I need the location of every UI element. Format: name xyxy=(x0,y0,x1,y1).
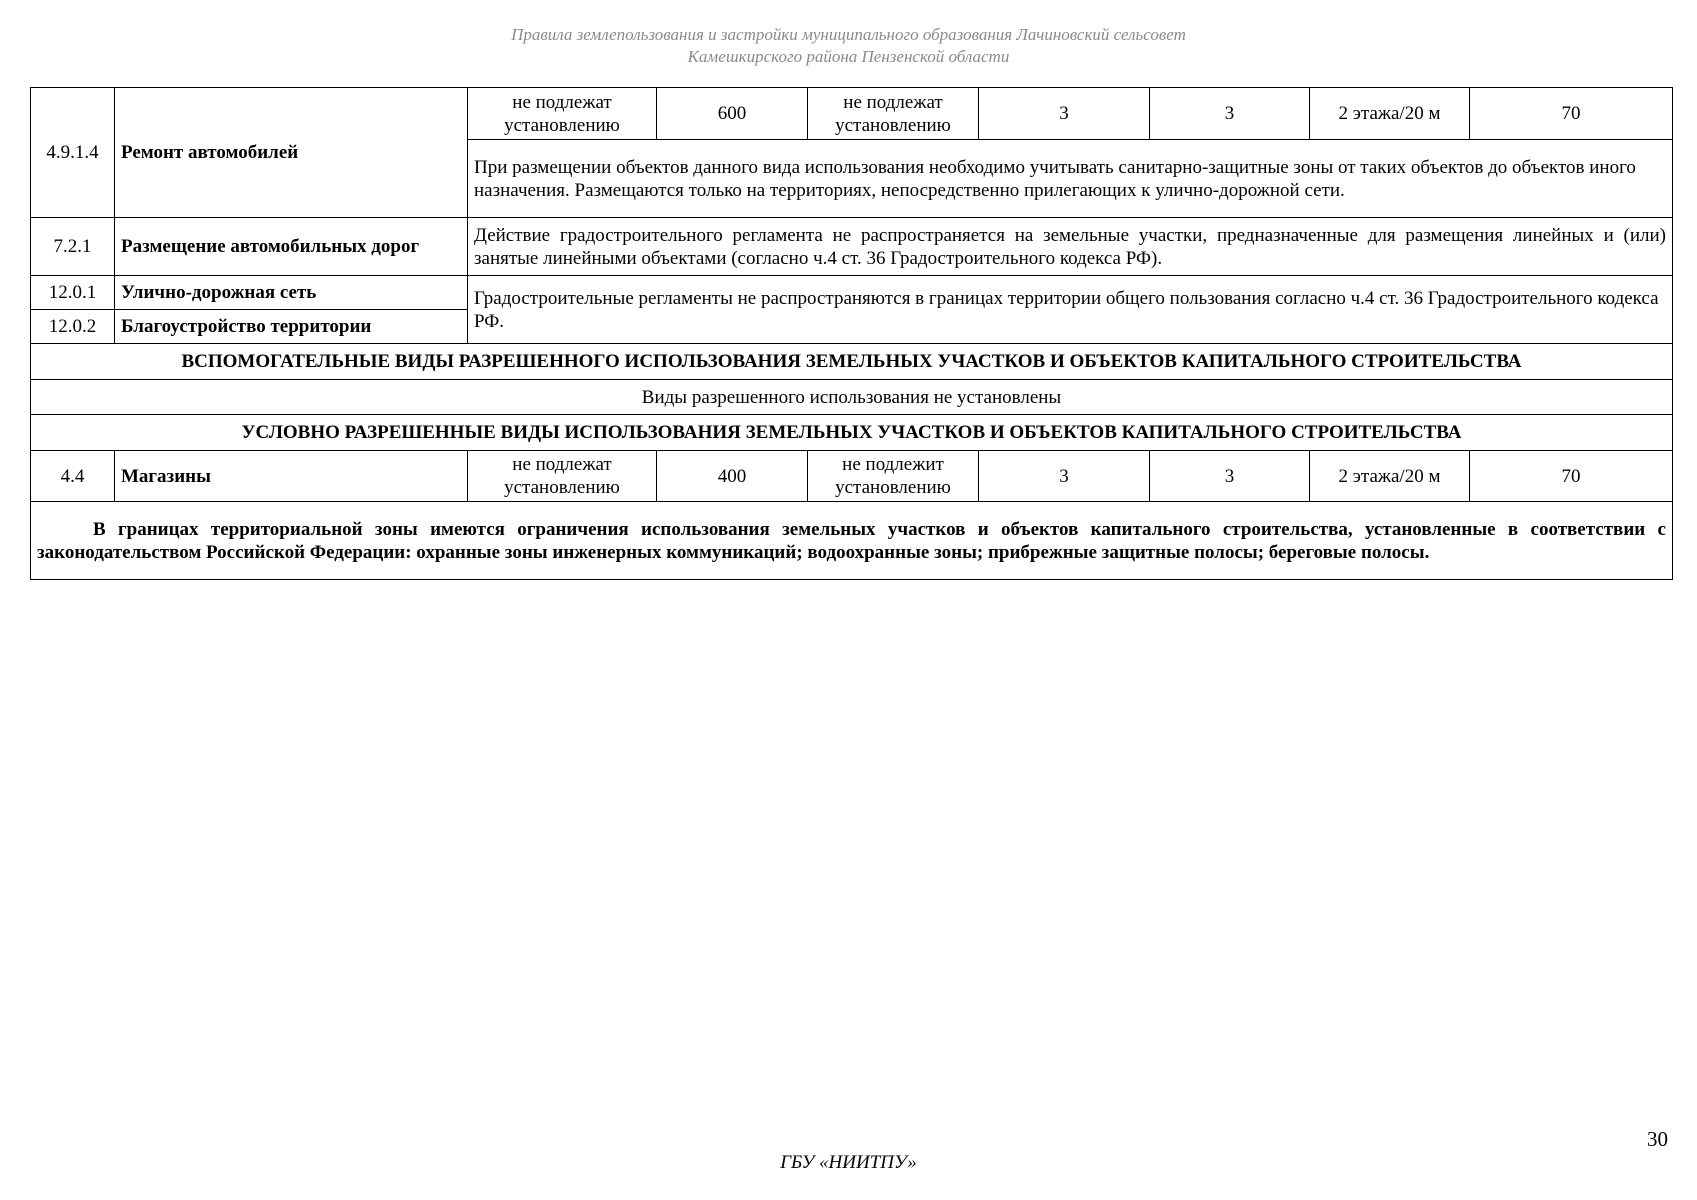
param-cell: не подлежат установлению xyxy=(808,88,979,140)
param-cell: не подлежит установлению xyxy=(808,451,979,502)
code-cell: 4.4 xyxy=(31,451,115,502)
use-name-cell: Благоустройство территории xyxy=(115,310,468,344)
table-row xyxy=(31,218,1673,276)
table-row xyxy=(31,88,1673,140)
section-title-auxiliary: ВСПОМОГАТЕЛЬНЫЕ ВИДЫ РАЗРЕШЕННОГО ИСПОЛЬЗОВАНИЯ ЗЕМЕЛЬНЫХ УЧАСТКОВ И ОБЪЕКТОВ КАПИТАЛЬНОГО СТРОИТЕЛЬСТВА xyxy=(31,344,1673,380)
param-cell: 3 xyxy=(979,451,1150,502)
restrictions-cell: В границах территориальной зоны имеются ограничения использования земельных участков и объектов капитального строительства, установленные в соответствии с законодательством Российской Федерации: охранные зоны инженерных коммуникаций; водоохранные зоны; прибрежные защитные полосы; береговые полосы. xyxy=(31,502,1673,580)
param-cell: не подлежат установлению xyxy=(468,88,657,140)
param-cell: 2 этажа/20 м xyxy=(1310,451,1470,502)
code-cell: 4.9.1.4 xyxy=(31,88,115,218)
code-cell: 7.2.1 xyxy=(31,218,115,276)
running-header-line2: Камешкирского района Пензенской области xyxy=(687,47,1010,66)
auxiliary-none-cell: Виды разрешенного использования не установлены xyxy=(31,380,1673,415)
use-name-cell: Магазины xyxy=(115,451,468,502)
code-cell: 12.0.1 xyxy=(31,276,115,310)
use-name-cell: Размещение автомобильных дорог xyxy=(115,218,468,276)
param-cell: 70 xyxy=(1470,451,1673,502)
param-cell: 2 этажа/20 м xyxy=(1310,88,1470,140)
use-name-cell: Ремонт автомобилей xyxy=(115,88,468,218)
running-header-line1: Правила землепользования и застройки муниципального образования Лачиновский сельсовет xyxy=(511,25,1186,44)
note-cell: При размещении объектов данного вида использования необходимо учитывать санитарно-защитные зоны от таких объектов до объектов иного назначения. Размещаются только на территориях, непосредственно прилегающих к улично-дорожной сети. xyxy=(468,140,1673,218)
section-title-conditional: УСЛОВНО РАЗРЕШЕННЫЕ ВИДЫ ИСПОЛЬЗОВАНИЯ ЗЕМЕЛЬНЫХ УЧАСТКОВ И ОБЪЕКТОВ КАПИТАЛЬНОГО СТРОИТЕЛЬСТВА xyxy=(31,415,1673,451)
param-cell: 3 xyxy=(1150,451,1310,502)
param-cell: 3 xyxy=(979,88,1150,140)
note-cell: Действие градостроительного регламента не распространяется на земельные участки, предназначенные для размещения линейных и (или) занятые линейными объектами (согласно ч.4 ст. 36 Градостроительного кодекса РФ). xyxy=(468,218,1673,276)
section-header-row xyxy=(31,415,1673,451)
use-name-cell: Улично-дорожная сеть xyxy=(115,276,468,310)
code-cell: 12.0.2 xyxy=(31,310,115,344)
param-cell: 400 xyxy=(657,451,808,502)
table-row xyxy=(31,380,1673,415)
note-cell: Градостроительные регламенты не распространяются в границах территории общего пользования согласно ч.4 ст. 36 Градостроительного кодекса РФ. xyxy=(468,276,1673,344)
param-cell: не подлежат установлению xyxy=(468,451,657,502)
param-cell: 3 xyxy=(1150,88,1310,140)
page-footer: ГБУ «НИИТПУ» xyxy=(780,1152,917,1173)
regulations-table xyxy=(30,87,1673,580)
page-number: 30 xyxy=(1647,1127,1668,1151)
table-row xyxy=(31,451,1673,502)
table-row xyxy=(31,502,1673,580)
param-cell: 70 xyxy=(1470,88,1673,140)
section-header-row xyxy=(31,344,1673,380)
table-row xyxy=(31,276,1673,310)
param-cell: 600 xyxy=(657,88,808,140)
